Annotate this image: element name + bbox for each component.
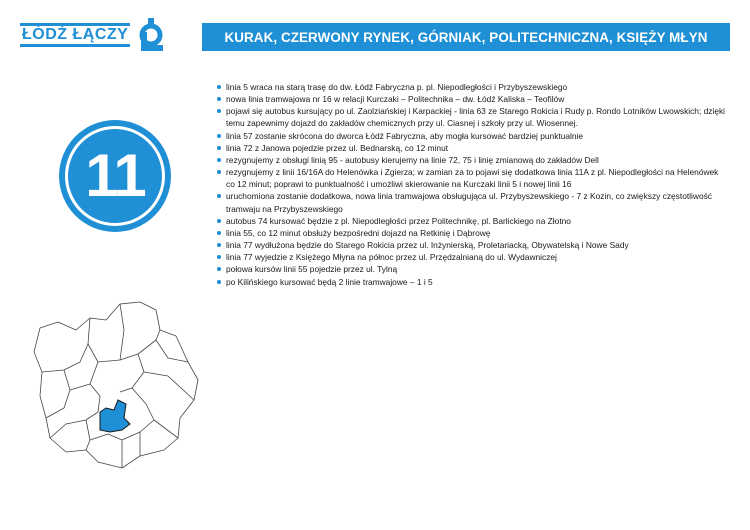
list-item: pojawi się autobus kursujący po ul. Zaolziańskiej i Karpackiej - linia 63 ze Starego Rokicia i Rudy p. Rondo Lotników Lwowskich; dzięki temu zapewnimy dojazd do zakładów chemicznych przy ul. Ciasnej i szkoły przy ul. Wiosennej. [217, 105, 727, 129]
city-outline [34, 302, 198, 468]
city-districts-map [28, 300, 208, 480]
list-item: linia 57 zostanie skrócona do dworca Łódź Fabryczna, aby mogła kursować bardziej punktualnie [217, 130, 727, 142]
list-item: rezygnujemy z obsługi linią 95 - autobusy kierujemy na linie 72, 75 i linię zmianową do zakładów Dell [217, 154, 727, 166]
list-item: linia 77 wyjedzie z Księżego Młyna na północ przez ul. Przędzalnianą do ul. Wydawniczej [217, 251, 727, 263]
brand-name: ŁÓDŹ ŁĄCZY [20, 23, 130, 47]
brand-logo [20, 20, 164, 50]
district-title-bar [202, 23, 730, 51]
changes-list [217, 81, 727, 288]
list-item: po Kilińskiego kursować będą 2 linie tramwajowe – 1 i 5 [217, 276, 727, 288]
lodz-logo-icon [138, 18, 164, 52]
list-item: połowa kursów linii 55 pojedzie przez ul. Tylną [217, 263, 727, 275]
list-item: rezygnujemy z linii 16/16A do Helenówka i Zgierza; w zamian za to pojawi się dodatkowa linia 11A z pl. Niepodległości na Helenówek co 12 minut; poprawi to punktualność i umożliwi skierowanie na Kurczaki linii 5 i nowej linii 16 [217, 166, 727, 190]
list-item: linia 72 z Janowa pojedzie przez ul. Bednarską, co 12 minut [217, 142, 727, 154]
list-item: linia 77 wydłużona będzie do Starego Rokicia przez ul. Inżynierską, Proletariacką, Obywatelską i Nowe Sady [217, 239, 727, 251]
district-number: 11 [65, 126, 165, 226]
list-item: linia 5 wraca na starą trasę do dw. Łódź Fabryczna p. pl. Niepodległości i Przybyszewskiego [217, 81, 727, 93]
list-item: uruchomiona zostanie dodatkowa, nowa linia tramwajowa obsługująca ul. Przybyszewskiego - 7 z Kozin, co zwiększy częstotliwość tramwaju na Przybyszewskiego [217, 190, 727, 214]
district-number-badge [59, 120, 171, 232]
list-item: autobus 74 kursować będzie z pl. Niepodległości przez Politechnikę, pl. Barlickiego na Złotno [217, 215, 727, 227]
list-item: linia 55, co 12 minut obsłuży bezpośredni dojazd na Retkinię i Dąbrowę [217, 227, 727, 239]
list-item: nowa linia tramwajowa nr 16 w relacji Kurczaki – Politechnika – dw. Łódź Kaliska – Teofilów [217, 93, 727, 105]
district-title: KURAK, CZERWONY RYNEK, GÓRNIAK, POLITECHNICZNA, KSIĘŻY MŁYN [224, 29, 708, 45]
